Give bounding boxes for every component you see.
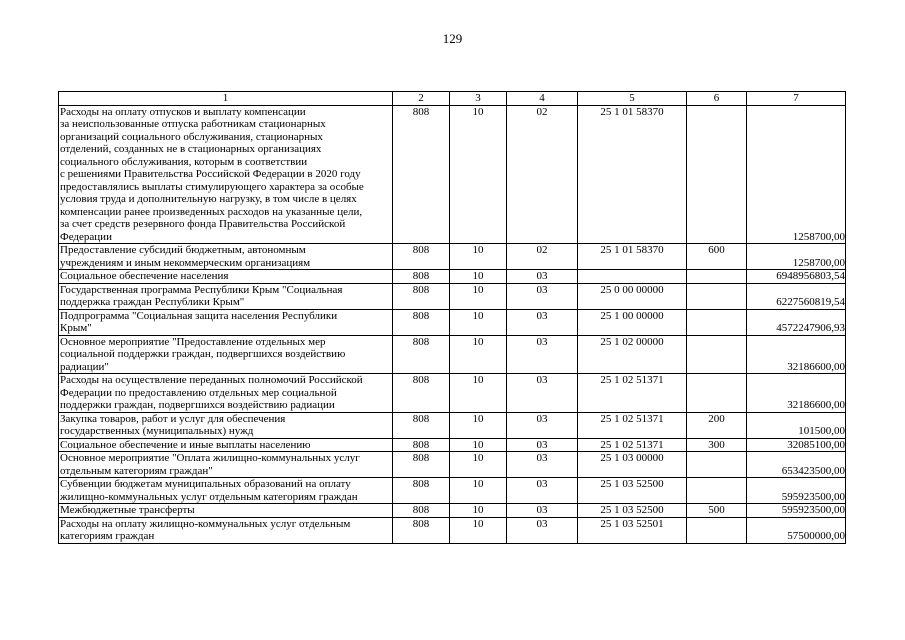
cell-subsection: 03 (507, 309, 578, 335)
header-col-2: 2 (393, 92, 450, 106)
cell-subsection: 03 (507, 335, 578, 374)
table-row (59, 309, 846, 335)
cell-amount: 653423500,00 (747, 452, 846, 478)
table-row (59, 374, 846, 413)
cell-name: Основное мероприятие "Оплата жилищно-коммунальных услуг отдельным категориям граждан" (59, 452, 393, 478)
header-col-4: 4 (507, 92, 578, 106)
cell-name: Межбюджетные трансферты (59, 504, 393, 518)
cell-name: Основное мероприятие "Предоставление отдельных мер социальной поддержки граждан, подвергшихся воздействию радиации" (59, 335, 393, 374)
cell-expense-type: 500 (687, 504, 747, 518)
cell-target-article: 25 1 03 00000 (578, 452, 687, 478)
cell-admin-code: 808 (393, 478, 450, 504)
cell-expense-type: 300 (687, 438, 747, 452)
cell-subsection: 03 (507, 504, 578, 518)
cell-section: 10 (450, 517, 507, 543)
cell-name: Расходы на осуществление переданных полномочий Российской Федерации по предоставлению отдельных мер социальной поддержки граждан, подвергшихся воздействию радиации (59, 374, 393, 413)
cell-admin-code: 808 (393, 309, 450, 335)
cell-target-article: 25 1 02 51371 (578, 438, 687, 452)
cell-name: Расходы на оплату жилищно-коммунальных услуг отдельным категориям граждан (59, 517, 393, 543)
cell-section: 10 (450, 283, 507, 309)
cell-subsection: 02 (507, 105, 578, 244)
cell-subsection: 03 (507, 517, 578, 543)
cell-subsection: 03 (507, 438, 578, 452)
cell-name: Предоставление субсидий бюджетным, автономным учреждениям и иным некоммерческим организациям (59, 244, 393, 270)
cell-amount: 4572247906,93 (747, 309, 846, 335)
cell-amount: 101500,00 (747, 412, 846, 438)
table-row (59, 438, 846, 452)
cell-target-article: 25 1 02 51371 (578, 412, 687, 438)
cell-amount: 32085100,00 (747, 438, 846, 452)
cell-target-article: 25 1 00 00000 (578, 309, 687, 335)
cell-name: Расходы на оплату отпусков и выплату компенсации за неиспользованные отпуска работникам стационарных организаций социального обслуживания, стационарных отделений, созданных не в стационарных организациях социального обслуживания, которым в соответствии с решениями Правительства Российской Федерации в 2020 году предоставлялись выплаты стимулирующего характера за особые условия труда и дополнительную нагрузку, в том числе в целях компенсации ранее произведенных расходов на указанные цели, за счет средств резервного фонда Правительства Российской Федерации (59, 105, 393, 244)
cell-amount: 32186600,00 (747, 335, 846, 374)
cell-section: 10 (450, 309, 507, 335)
cell-target-article: 25 1 03 52500 (578, 478, 687, 504)
cell-subsection: 03 (507, 412, 578, 438)
cell-amount: 1258700,00 (747, 244, 846, 270)
cell-expense-type (687, 270, 747, 284)
cell-expense-type (687, 335, 747, 374)
cell-section: 10 (450, 374, 507, 413)
cell-admin-code: 808 (393, 438, 450, 452)
table-row (59, 283, 846, 309)
cell-section: 10 (450, 438, 507, 452)
cell-target-article: 25 0 00 00000 (578, 283, 687, 309)
cell-amount: 6948956803,54 (747, 270, 846, 284)
cell-subsection: 03 (507, 452, 578, 478)
cell-admin-code: 808 (393, 335, 450, 374)
cell-section: 10 (450, 335, 507, 374)
table-row (59, 105, 846, 244)
cell-expense-type: 200 (687, 412, 747, 438)
cell-admin-code: 808 (393, 105, 450, 244)
cell-expense-type (687, 309, 747, 335)
cell-amount: 595923500,00 (747, 504, 846, 518)
table-body (59, 92, 846, 544)
header-col-6: 6 (687, 92, 747, 106)
cell-subsection: 03 (507, 270, 578, 284)
cell-name: Социальное обеспечение и иные выплаты населению (59, 438, 393, 452)
cell-admin-code: 808 (393, 504, 450, 518)
cell-section: 10 (450, 105, 507, 244)
cell-admin-code: 808 (393, 283, 450, 309)
cell-amount: 32186600,00 (747, 374, 846, 413)
table-row (59, 478, 846, 504)
cell-target-article: 25 1 03 52500 (578, 504, 687, 518)
cell-name: Государственная программа Республики Крым "Социальная поддержка граждан Республики Крым" (59, 283, 393, 309)
cell-expense-type (687, 105, 747, 244)
header-col-7: 7 (747, 92, 846, 106)
budget-table (58, 91, 846, 544)
cell-name: Социальное обеспечение населения (59, 270, 393, 284)
cell-subsection: 03 (507, 478, 578, 504)
cell-subsection: 03 (507, 283, 578, 309)
table-row (59, 504, 846, 518)
cell-target-article (578, 270, 687, 284)
cell-section: 10 (450, 504, 507, 518)
table-row (59, 244, 846, 270)
header-col-5: 5 (578, 92, 687, 106)
table-row (59, 335, 846, 374)
cell-target-article: 25 1 02 00000 (578, 335, 687, 374)
cell-admin-code: 808 (393, 452, 450, 478)
cell-amount: 595923500,00 (747, 478, 846, 504)
cell-subsection: 03 (507, 374, 578, 413)
table-row (59, 452, 846, 478)
cell-target-article: 25 1 03 52501 (578, 517, 687, 543)
cell-expense-type (687, 517, 747, 543)
cell-section: 10 (450, 452, 507, 478)
cell-name: Закупка товаров, работ и услуг для обеспечения государственных (муниципальных) нужд (59, 412, 393, 438)
cell-expense-type (687, 478, 747, 504)
header-col-3: 3 (450, 92, 507, 106)
table-header-row (59, 92, 846, 106)
table-row (59, 270, 846, 284)
cell-amount: 1258700,00 (747, 105, 846, 244)
cell-subsection: 02 (507, 244, 578, 270)
cell-expense-type: 600 (687, 244, 747, 270)
cell-target-article: 25 1 01 58370 (578, 244, 687, 270)
cell-target-article: 25 1 01 58370 (578, 105, 687, 244)
cell-expense-type (687, 374, 747, 413)
page-number: 129 (442, 31, 463, 46)
cell-expense-type (687, 452, 747, 478)
cell-admin-code: 808 (393, 244, 450, 270)
cell-admin-code: 808 (393, 412, 450, 438)
cell-section: 10 (450, 244, 507, 270)
cell-admin-code: 808 (393, 374, 450, 413)
cell-section: 10 (450, 412, 507, 438)
cell-admin-code: 808 (393, 517, 450, 543)
table-row (59, 517, 846, 543)
cell-section: 10 (450, 478, 507, 504)
cell-section: 10 (450, 270, 507, 284)
table-row (59, 412, 846, 438)
cell-admin-code: 808 (393, 270, 450, 284)
cell-name: Субвенции бюджетам муниципальных образований на оплату жилищно-коммунальных услуг отдельным категориям граждан (59, 478, 393, 504)
cell-expense-type (687, 283, 747, 309)
header-col-1: 1 (59, 92, 393, 106)
cell-amount: 57500000,00 (747, 517, 846, 543)
cell-target-article: 25 1 02 51371 (578, 374, 687, 413)
cell-name: Подпрограмма "Социальная защита населения Республики Крым" (59, 309, 393, 335)
cell-amount: 6227560819,54 (747, 283, 846, 309)
